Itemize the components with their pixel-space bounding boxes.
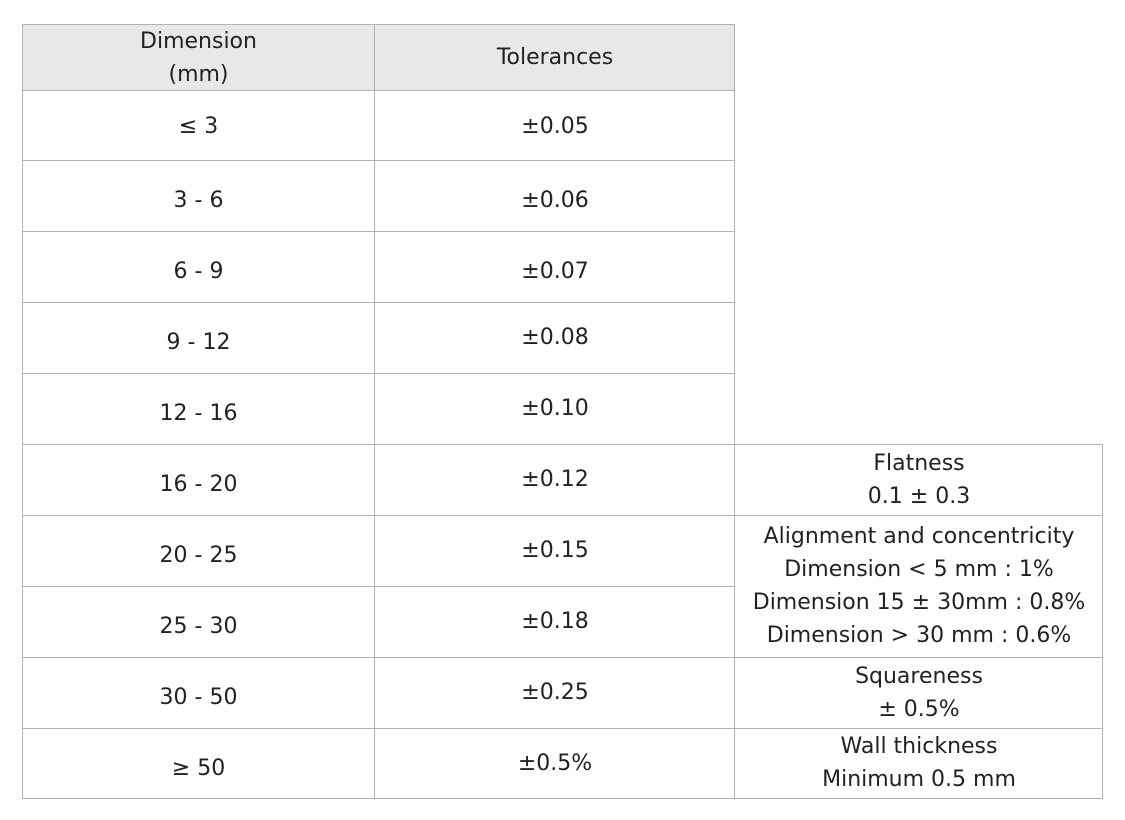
- column-header-dimension-line1: Dimension: [140, 28, 257, 54]
- table-cell-dimension: [22, 449, 375, 520]
- dimension-value: 20 - 25: [159, 543, 238, 568]
- table-cell-dimension: [22, 307, 375, 378]
- table-cell-dimension: [22, 378, 375, 449]
- note-squareness-value: ± 0.5%: [878, 696, 960, 722]
- dimension-value: 30 - 50: [159, 685, 238, 710]
- dimension-value: 25 - 30: [159, 614, 238, 639]
- tolerance-value: ±0.08: [521, 325, 589, 350]
- dimension-value: 12 - 16: [159, 401, 238, 426]
- tolerance-value: ±0.10: [521, 396, 589, 421]
- table-cell-tolerance: [375, 586, 735, 657]
- table-cell-tolerance: [375, 444, 735, 515]
- column-header-dimension: [22, 24, 375, 91]
- note-squareness-title: Squareness: [855, 663, 983, 689]
- column-header-tolerances-label: Tolerances: [496, 45, 614, 70]
- table-border: [22, 160, 735, 161]
- table-cell-dimension: [22, 520, 375, 591]
- note-wall-thickness-value: Minimum 0.5 mm: [822, 767, 1016, 792]
- tolerance-value: ±0.05: [521, 113, 589, 139]
- dimension-value: ≥ 50: [171, 755, 226, 781]
- table-cell-tolerance: [375, 302, 735, 373]
- tolerance-value: ±0.25: [521, 680, 589, 705]
- table-cell-dimension: [22, 733, 375, 803]
- dimension-value: 3 - 6: [173, 188, 224, 213]
- note-alignment-line: Dimension < 5 mm : 1%: [784, 557, 1054, 582]
- note-flatness: [735, 444, 1103, 515]
- note-wall-thickness: [735, 728, 1103, 798]
- note-alignment-line: Dimension > 30 mm : 0.6%: [766, 623, 1072, 648]
- table-cell-dimension: [22, 591, 375, 662]
- table-cell-tolerance: [375, 373, 735, 444]
- tolerance-value: ±0.18: [521, 609, 589, 634]
- tolerance-value: ±0.12: [521, 467, 589, 492]
- tolerance-value: ±0.5%: [517, 750, 593, 776]
- table-cell-dimension: [22, 236, 375, 307]
- column-header-dimension-line2: (mm): [168, 61, 229, 87]
- dimension-value: 6 - 9: [173, 259, 224, 284]
- table-cell-tolerance: [375, 657, 735, 728]
- tolerance-value: ±0.06: [521, 188, 589, 213]
- note-flatness-value: 0.1 ± 0.3: [867, 483, 971, 509]
- table-cell-tolerance: [375, 236, 735, 307]
- table-cell-dimension: [22, 165, 375, 236]
- note-flatness-title: Flatness: [873, 450, 965, 476]
- dimension-value: ≤ 3: [178, 113, 219, 139]
- note-alignment-title: Alignment and concentricity: [763, 524, 1075, 549]
- note-alignment-concentricity: [735, 515, 1103, 657]
- note-alignment-line: Dimension 15 ± 30mm : 0.8%: [752, 590, 1086, 615]
- table-cell-tolerance: [375, 515, 735, 586]
- table-cell-dimension: [22, 92, 375, 160]
- tolerance-value: ±0.15: [521, 538, 589, 563]
- note-squareness: [735, 657, 1103, 728]
- dimension-value: 16 - 20: [159, 472, 238, 497]
- dimension-value: 9 - 12: [166, 330, 231, 355]
- tolerance-value: ±0.07: [521, 259, 589, 284]
- note-wall-thickness-title: Wall thickness: [840, 734, 998, 759]
- column-header-tolerances: [375, 24, 735, 91]
- table-cell-tolerance: [375, 92, 735, 160]
- table-cell-tolerance: [375, 728, 735, 798]
- table-cell-tolerance: [375, 165, 735, 236]
- table-cell-dimension: [22, 662, 375, 733]
